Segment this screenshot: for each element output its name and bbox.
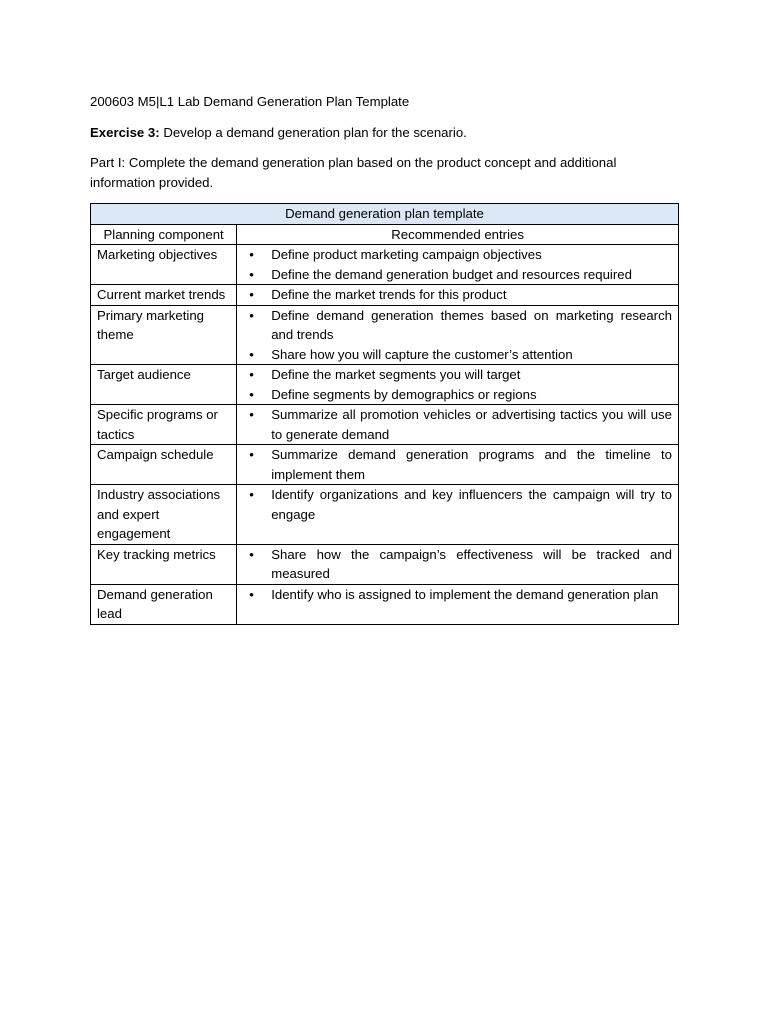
planning-component-cell: Demand generation lead [91, 584, 237, 624]
recommended-entries-cell [237, 365, 679, 405]
bullet-icon: • [249, 546, 254, 562]
entries-list [243, 285, 672, 305]
entries-list [243, 445, 672, 484]
list-item [243, 585, 672, 605]
bullet-icon: • [249, 586, 254, 602]
list-item [243, 485, 672, 524]
exercise-label: Exercise 3: [90, 125, 160, 140]
list-item [243, 545, 672, 584]
bullet-icon: • [249, 367, 254, 382]
bullet-icon: • [249, 307, 254, 323]
list-item [243, 285, 672, 305]
list-item [243, 405, 672, 444]
entries-list [243, 245, 672, 284]
entries-list [243, 365, 672, 404]
recommended-entries-cell [237, 485, 679, 545]
document-title: 200603 M5|L1 Lab Demand Generation Plan Template [90, 94, 410, 109]
entry-text: Share how the campaign’s effectiveness will be tracked and measured [271, 546, 672, 581]
planning-component-cell: Primary marketing theme [91, 305, 237, 365]
table-caption: Demand generation plan template [91, 204, 679, 225]
list-item [243, 245, 672, 265]
entry-text: Define product marketing campaign objectives [271, 247, 542, 262]
bullet-icon: • [249, 386, 254, 402]
table-body [91, 245, 679, 625]
table-caption-row [91, 204, 679, 225]
demand-generation-plan-table [90, 203, 679, 625]
bullet-icon: • [249, 287, 254, 302]
bullet-icon: • [249, 247, 254, 262]
table-row [91, 485, 679, 545]
table-row [91, 245, 679, 285]
entry-text: Define the market trends for this product [271, 287, 507, 302]
bullet-icon: • [249, 447, 254, 462]
recommended-entries-cell [237, 584, 679, 624]
bullet-icon: • [249, 487, 254, 502]
entry-text: Summarize all promotion vehicles or advertising tactics you will use to generate demand [271, 407, 672, 442]
recommended-entries-cell [237, 445, 679, 485]
table-row [91, 544, 679, 584]
planning-component-cell: Campaign schedule [91, 445, 237, 485]
entry-text: Identify organizations and key influencers the campaign will try to engage [271, 487, 672, 522]
column-header-planning-component: Planning component [91, 224, 237, 245]
entries-list [243, 585, 672, 605]
recommended-entries-cell [237, 544, 679, 584]
document-page [90, 92, 680, 625]
list-item [243, 445, 672, 484]
bullet-icon: • [249, 407, 254, 422]
entries-list [243, 306, 672, 365]
table-row [91, 405, 679, 445]
list-item [243, 385, 672, 405]
exercise-text: Develop a demand generation plan for the scenario. [159, 125, 467, 140]
planning-component-cell: Key tracking metrics [91, 544, 237, 584]
table-row [91, 305, 679, 365]
part-instructions: Part I: Complete the demand generation plan based on the product concept and additional information provided. [90, 155, 617, 190]
list-item [243, 306, 672, 345]
column-header-recommended-entries: Recommended entries [237, 224, 679, 245]
list-item [243, 345, 672, 365]
entry-text: Define the market segments you will target [271, 367, 521, 382]
planning-component-cell: Industry associations and expert engagement [91, 485, 237, 545]
table-row [91, 445, 679, 485]
bullet-icon: • [249, 266, 254, 282]
entry-text: Summarize demand generation programs and the timeline to implement them [271, 447, 672, 482]
list-item [243, 265, 672, 285]
table-row [91, 285, 679, 306]
planning-component-cell: Specific programs or tactics [91, 405, 237, 445]
planning-component-cell: Target audience [91, 365, 237, 405]
list-item [243, 365, 672, 385]
entry-text: Share how you will capture the customer’s attention [271, 346, 573, 362]
table-header-row [91, 224, 679, 245]
entry-text: Define segments by demographics or regions [271, 386, 537, 402]
exercise-line [90, 123, 680, 143]
entries-list [243, 545, 672, 584]
entries-list [243, 405, 672, 444]
recommended-entries-cell [237, 305, 679, 365]
recommended-entries-cell [237, 405, 679, 445]
entry-text: Identify who is assigned to implement the demand generation plan [271, 586, 659, 602]
entry-text: Define the demand generation budget and resources required [271, 266, 632, 282]
planning-component-cell: Current market trends [91, 285, 237, 306]
recommended-entries-cell [237, 245, 679, 285]
table-row [91, 365, 679, 405]
entries-list [243, 485, 672, 524]
recommended-entries-cell [237, 285, 679, 306]
planning-component-cell: Marketing objectives [91, 245, 237, 285]
table-row [91, 584, 679, 624]
entry-text: Define demand generation themes based on marketing research and trends [271, 307, 672, 342]
bullet-icon: • [249, 346, 254, 362]
